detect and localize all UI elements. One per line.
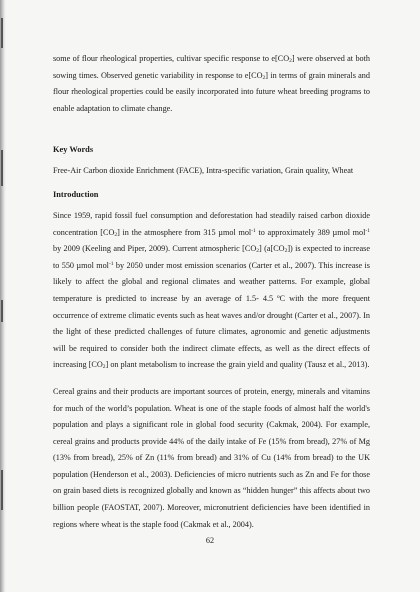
abstract-text: minerals and flour rheological properties could be easily incorporated into future wheat	[53, 70, 370, 97]
body-text: to approximately 389 µmol mol	[255, 227, 366, 237]
subscript: 2	[289, 58, 292, 64]
abstract-ending	[53, 51, 370, 117]
binding-mark	[1, 150, 3, 186]
body-text: ] (a[CO	[259, 244, 285, 254]
page-content	[53, 51, 370, 533]
body-text: ] on plant metabolism to increase the grain yield and quality (Tausz et al., 2013).	[105, 360, 370, 370]
abstract-text: breeding programs to enable adaptation to climate change.	[53, 87, 370, 113]
subscript: 2	[284, 248, 288, 255]
introduction-paragraph-1	[53, 208, 370, 374]
subscript: 2	[262, 74, 266, 81]
subscript: 2	[102, 364, 106, 371]
abstract-text: ] were observed at	[291, 54, 354, 63]
superscript: -1	[365, 227, 370, 234]
abstract-text: ] in terms of grain	[265, 70, 326, 80]
binding-mark	[1, 300, 3, 322]
body-text: by 2050 under most emission scenarios (Carter et al., 2007). This increase is likely to affect the global and regional climates and weather patterns. For example, global temperature is predicted to increase by an average of 1.5- 4.5 ºC with the more frequent occurrence of extreme climatic events such as heat waves and/or drought (Carter et al., 2007). In the light of these predicted challenges of future climates, agronomic and genetic adjustments will be required to consider both the indirect climate effects, as well as the direct effects of increasing [CO	[53, 260, 370, 370]
superscript: -1	[251, 227, 256, 234]
binding-mark	[1, 470, 3, 510]
keywords-text: Free-Air Carbon dioxide Enrichment (FACE), Intra-specific variation, Grain quality, Wheat	[53, 166, 354, 176]
abstract-text: some of flour rheological properties, cultivar specific response to e[CO	[53, 54, 290, 63]
body-text: ]) is expected to increase to 550 µmol mol	[53, 244, 370, 270]
body-text: Since 1959, rapid fossil fuel consumption and deforestation had steadily raised carbon dioxide concentration [CO	[53, 210, 370, 237]
page-number: 62	[205, 536, 215, 545]
body-text: by 2009 (Keeling and Piper, 2009). Current atmospheric [CO	[53, 244, 257, 254]
superscript: -1	[108, 260, 114, 267]
subscript: 2	[114, 231, 118, 238]
introduction-heading: Introduction	[53, 189, 99, 199]
body-text: ] in the atmosphere from 315 µmol mol	[117, 227, 252, 237]
binding-mark	[1, 18, 3, 48]
abstract-text: both sowing times. Observed genetic variability in response to e[CO	[53, 54, 370, 80]
subscript: 2	[256, 248, 260, 255]
keywords-heading: Key Words	[53, 145, 94, 155]
introduction-paragraph-2: Cereal grains and their products are important sources of protein, energy, minerals and vitamins for much of the world’s population. Wheat is one of the staple foods of almost half the world's population and plays a significant role in global food security (Cakmak, 2004). For example, cereal grains and products provide 44% of the daily intake of Fe (15% from bread), 27% of Mg (13% from bread), 25% of Zn (11% from bread) and 31% of Cu (14% from bread) to the UK population (Henderson et al., 2003). Deficiencies of micro nutrients such as Zn and Fe for those on grain based diets is recognized globally and known as “hidden hunger” this affects about two billion people (FAOSTAT, 2007). Moreover, micronutrient deficiencies have been identified in regions where wheat is the staple food (Cakmak et al., 2004).	[53, 386, 370, 529]
